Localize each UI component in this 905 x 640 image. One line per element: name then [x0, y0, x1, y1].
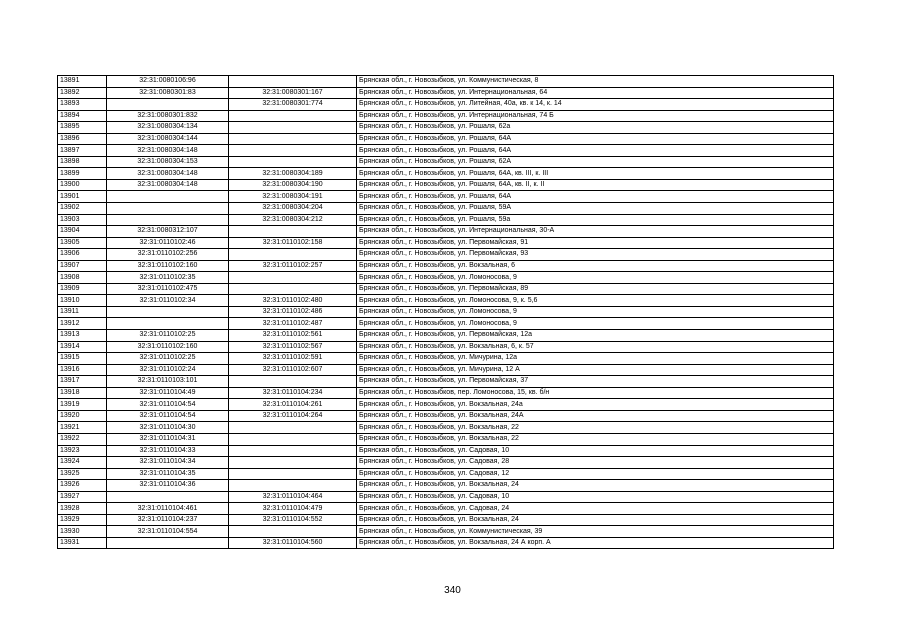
parcel-number-cell: 32:31:0080304:148	[107, 168, 229, 180]
parcel-number-cell: 32:31:0080304:148	[107, 145, 229, 157]
object-number-cell	[229, 133, 357, 145]
object-number-cell: 32:31:0080301:167	[229, 87, 357, 99]
row-number-cell: 13918	[58, 387, 107, 399]
address-cell: Брянская обл., г. Новозыбков, ул. Садовая, 12	[357, 468, 834, 480]
table-row	[58, 226, 834, 238]
row-number-cell: 13894	[58, 110, 107, 122]
address-cell: Брянская обл., г. Новозыбков, ул. Садовая, 24	[357, 503, 834, 515]
address-cell: Брянская обл., г. Новозыбков, ул. Интернациональная, 74 Б	[357, 110, 834, 122]
object-number-cell: 32:31:0110102:257	[229, 260, 357, 272]
row-number-cell: 13910	[58, 295, 107, 307]
object-number-cell: 32:31:0110102:158	[229, 237, 357, 249]
address-cell: Брянская обл., г. Новозыбков, ул. Рошаля, 62А	[357, 156, 834, 168]
object-number-cell	[229, 445, 357, 457]
table-row	[58, 295, 834, 307]
table-row	[58, 537, 834, 549]
row-number-cell: 13900	[58, 179, 107, 191]
table-row	[58, 133, 834, 145]
object-number-cell	[229, 110, 357, 122]
table-row	[58, 76, 834, 88]
address-cell: Брянская обл., г. Новозыбков, ул. Рошаля, 59а	[357, 214, 834, 226]
row-number-cell: 13922	[58, 433, 107, 445]
parcel-number-cell: 32:31:0080106:96	[107, 76, 229, 88]
parcel-number-cell	[107, 191, 229, 203]
row-number-cell: 13908	[58, 272, 107, 284]
address-cell: Брянская обл., г. Новозыбков, ул. Вокзальная, 22	[357, 433, 834, 445]
address-cell: Брянская обл., г. Новозыбков, ул. Первомайская, 93	[357, 249, 834, 261]
address-cell: Брянская обл., г. Новозыбков, ул. Вокзальная, 24А	[357, 410, 834, 422]
row-number-cell: 13897	[58, 145, 107, 157]
parcel-number-cell	[107, 99, 229, 111]
parcel-number-cell: 32:31:0080301:83	[107, 87, 229, 99]
table-row	[58, 122, 834, 134]
row-number-cell: 13891	[58, 76, 107, 88]
row-number-cell: 13903	[58, 214, 107, 226]
address-cell: Брянская обл., г. Новозыбков, ул. Ломоносова, 9	[357, 318, 834, 330]
parcel-number-cell: 32:31:0110102:35	[107, 272, 229, 284]
row-number-cell: 13893	[58, 99, 107, 111]
row-number-cell: 13909	[58, 283, 107, 295]
table-row	[58, 260, 834, 272]
object-number-cell: 32:31:0080304:190	[229, 179, 357, 191]
parcel-number-cell	[107, 537, 229, 549]
object-number-cell: 32:31:0110104:479	[229, 503, 357, 515]
row-number-cell: 13921	[58, 422, 107, 434]
object-number-cell: 32:31:0080304:189	[229, 168, 357, 180]
table-row	[58, 526, 834, 538]
table-row	[58, 283, 834, 295]
address-cell: Брянская обл., г. Новозыбков, ул. Мичурина, 12 А	[357, 364, 834, 376]
parcel-number-cell: 32:31:0110104:54	[107, 399, 229, 411]
object-number-cell: 32:31:0110104:552	[229, 514, 357, 526]
object-number-cell: 32:31:0110104:560	[229, 537, 357, 549]
object-number-cell: 32:31:0110104:261	[229, 399, 357, 411]
row-number-cell: 13929	[58, 514, 107, 526]
address-cell: Брянская обл., г. Новозыбков, ул. Интернациональная, 64	[357, 87, 834, 99]
table-row	[58, 156, 834, 168]
table-row	[58, 330, 834, 342]
table-row	[58, 445, 834, 457]
parcel-number-cell: 32:31:0080304:134	[107, 122, 229, 134]
object-number-cell	[229, 272, 357, 284]
page-number: 340	[444, 585, 461, 596]
object-number-cell	[229, 433, 357, 445]
parcel-number-cell: 32:31:0110104:49	[107, 387, 229, 399]
table-row	[58, 491, 834, 503]
object-number-cell: 32:31:0110102:567	[229, 341, 357, 353]
table-row	[58, 480, 834, 492]
table-row	[58, 87, 834, 99]
parcel-number-cell: 32:31:0110104:30	[107, 422, 229, 434]
row-number-cell: 13902	[58, 203, 107, 215]
table-row	[58, 514, 834, 526]
row-number-cell: 13920	[58, 410, 107, 422]
row-number-cell: 13925	[58, 468, 107, 480]
parcel-number-cell	[107, 318, 229, 330]
address-cell: Брянская обл., г. Новозыбков, ул. Коммунистическая, 39	[357, 526, 834, 538]
table-row	[58, 237, 834, 249]
address-cell: Брянская обл., г. Новозыбков, ул. Ломоносова, 9	[357, 306, 834, 318]
parcel-number-cell: 32:31:0110104:36	[107, 480, 229, 492]
parcel-number-cell	[107, 306, 229, 318]
parcel-number-cell: 32:31:0110102:24	[107, 364, 229, 376]
object-number-cell: 32:31:0110102:480	[229, 295, 357, 307]
row-number-cell: 13931	[58, 537, 107, 549]
address-cell: Брянская обл., г. Новозыбков, ул. Ломоносова, 9, к. 5,6	[357, 295, 834, 307]
table-row	[58, 99, 834, 111]
row-number-cell: 13924	[58, 457, 107, 469]
row-number-cell: 13928	[58, 503, 107, 515]
parcel-number-cell	[107, 491, 229, 503]
parcel-number-cell: 32:31:0110102:34	[107, 295, 229, 307]
parcel-number-cell: 32:31:0110104:31	[107, 433, 229, 445]
parcel-number-cell: 32:31:0110102:25	[107, 353, 229, 365]
object-number-cell	[229, 122, 357, 134]
table-row	[58, 145, 834, 157]
row-number-cell: 13895	[58, 122, 107, 134]
object-number-cell	[229, 249, 357, 261]
object-number-cell: 32:31:0110102:561	[229, 330, 357, 342]
row-number-cell: 13905	[58, 237, 107, 249]
parcel-number-cell: 32:31:0080312:107	[107, 226, 229, 238]
row-number-cell: 13915	[58, 353, 107, 365]
table-row	[58, 203, 834, 215]
address-cell: Брянская обл., г. Новозыбков, ул. Мичурина, 12а	[357, 353, 834, 365]
object-number-cell	[229, 156, 357, 168]
row-number-cell: 13911	[58, 306, 107, 318]
table-row	[58, 457, 834, 469]
address-cell: Брянская обл., г. Новозыбков, ул. Рошаля, 64А	[357, 191, 834, 203]
address-cell: Брянская обл., г. Новозыбков, ул. Вокзальная, 6	[357, 260, 834, 272]
address-cell: Брянская обл., г. Новозыбков, ул. Садовая, 28	[357, 457, 834, 469]
address-cell: Брянская обл., г. Новозыбков, ул. Первомайская, 89	[357, 283, 834, 295]
address-cell: Брянская обл., г. Новозыбков, ул. Рошаля, 64А	[357, 145, 834, 157]
object-number-cell: 32:31:0080301:774	[229, 99, 357, 111]
row-number-cell: 13901	[58, 191, 107, 203]
address-cell: Брянская обл., г. Новозыбков, ул. Коммунистическая, 8	[357, 76, 834, 88]
address-cell: Брянская обл., г. Новозыбков, ул. Садовая, 10	[357, 491, 834, 503]
table-body	[58, 76, 834, 549]
table-row	[58, 503, 834, 515]
object-number-cell	[229, 376, 357, 388]
parcel-number-cell: 32:31:0110104:461	[107, 503, 229, 515]
row-number-cell: 13892	[58, 87, 107, 99]
row-number-cell: 13926	[58, 480, 107, 492]
parcel-number-cell: 32:31:0110104:35	[107, 468, 229, 480]
parcel-number-cell: 32:31:0110103:101	[107, 376, 229, 388]
row-number-cell: 13917	[58, 376, 107, 388]
table-row	[58, 364, 834, 376]
parcel-number-cell	[107, 214, 229, 226]
table-row	[58, 410, 834, 422]
table-row	[58, 387, 834, 399]
address-cell: Брянская обл., г. Новозыбков, ул. Ломоносова, 9	[357, 272, 834, 284]
address-cell: Брянская обл., г. Новозыбков, ул. Вокзальная, 24	[357, 514, 834, 526]
address-cell: Брянская обл., г. Новозыбков, ул. Рошаля, 64А, кв. III, к. III	[357, 168, 834, 180]
object-number-cell: 32:31:0110102:591	[229, 353, 357, 365]
table-row	[58, 318, 834, 330]
address-cell: Брянская обл., г. Новозыбков, ул. Рошаля, 64А, кв. II, к. II	[357, 179, 834, 191]
row-number-cell: 13913	[58, 330, 107, 342]
address-cell: Брянская обл., г. Новозыбков, ул. Садовая, 10	[357, 445, 834, 457]
address-cell: Брянская обл., г. Новозыбков, ул. Первомайская, 37	[357, 376, 834, 388]
object-number-cell: 32:31:0080304:191	[229, 191, 357, 203]
address-cell: Брянская обл., г. Новозыбков, ул. Литейная, 40а, кв. к 14, к. 14	[357, 99, 834, 111]
row-number-cell: 13907	[58, 260, 107, 272]
table-row	[58, 179, 834, 191]
table-row	[58, 422, 834, 434]
object-number-cell: 32:31:0110102:486	[229, 306, 357, 318]
address-cell: Брянская обл., г. Новозыбков, пер. Ломоносова, 15, кв. б/н	[357, 387, 834, 399]
parcel-number-cell: 32:31:0110102:475	[107, 283, 229, 295]
table-row	[58, 306, 834, 318]
address-cell: Брянская обл., г. Новозыбков, ул. Вокзальная, 6, к. 57	[357, 341, 834, 353]
address-cell: Брянская обл., г. Новозыбков, ул. Вокзальная, 24а	[357, 399, 834, 411]
object-number-cell	[229, 457, 357, 469]
parcel-number-cell: 32:31:0110102:256	[107, 249, 229, 261]
parcel-number-cell: 32:31:0110104:54	[107, 410, 229, 422]
table-row	[58, 353, 834, 365]
parcel-number-cell: 32:31:0110102:160	[107, 341, 229, 353]
parcel-number-cell: 32:31:0110104:33	[107, 445, 229, 457]
object-number-cell	[229, 468, 357, 480]
parcel-number-cell	[107, 203, 229, 215]
parcel-number-cell: 32:31:0080304:148	[107, 179, 229, 191]
table-row	[58, 272, 834, 284]
object-number-cell: 32:31:0110104:464	[229, 491, 357, 503]
table-row	[58, 399, 834, 411]
row-number-cell: 13927	[58, 491, 107, 503]
row-number-cell: 13912	[58, 318, 107, 330]
table-row	[58, 168, 834, 180]
table-row	[58, 249, 834, 261]
address-cell: Брянская обл., г. Новозыбков, ул. Вокзальная, 22	[357, 422, 834, 434]
table-row	[58, 376, 834, 388]
object-number-cell: 32:31:0110102:487	[229, 318, 357, 330]
parcel-number-cell: 32:31:0080301:832	[107, 110, 229, 122]
object-number-cell: 32:31:0080304:212	[229, 214, 357, 226]
table-row	[58, 110, 834, 122]
object-number-cell	[229, 226, 357, 238]
row-number-cell: 13919	[58, 399, 107, 411]
table-row	[58, 214, 834, 226]
row-number-cell: 13916	[58, 364, 107, 376]
parcel-number-cell: 32:31:0110104:237	[107, 514, 229, 526]
row-number-cell: 13898	[58, 156, 107, 168]
cadastral-table	[57, 75, 834, 549]
object-number-cell	[229, 422, 357, 434]
address-cell: Брянская обл., г. Новозыбков, ул. Вокзальная, 24 А корп. А	[357, 537, 834, 549]
object-number-cell: 32:31:0110102:607	[229, 364, 357, 376]
address-cell: Брянская обл., г. Новозыбков, ул. Интернациональная, 30-А	[357, 226, 834, 238]
parcel-number-cell: 32:31:0110104:554	[107, 526, 229, 538]
object-number-cell	[229, 283, 357, 295]
address-cell: Брянская обл., г. Новозыбков, ул. Вокзальная, 24	[357, 480, 834, 492]
parcel-number-cell: 32:31:0110102:160	[107, 260, 229, 272]
row-number-cell: 13923	[58, 445, 107, 457]
object-number-cell: 32:31:0080304:204	[229, 203, 357, 215]
table-row	[58, 341, 834, 353]
table-row	[58, 468, 834, 480]
parcel-number-cell: 32:31:0110102:46	[107, 237, 229, 249]
table-row	[58, 191, 834, 203]
parcel-number-cell: 32:31:0080304:144	[107, 133, 229, 145]
parcel-number-cell: 32:31:0080304:153	[107, 156, 229, 168]
row-number-cell: 13899	[58, 168, 107, 180]
address-cell: Брянская обл., г. Новозыбков, ул. Первомайская, 12а	[357, 330, 834, 342]
object-number-cell: 32:31:0110104:264	[229, 410, 357, 422]
address-cell: Брянская обл., г. Новозыбков, ул. Первомайская, 91	[357, 237, 834, 249]
address-cell: Брянская обл., г. Новозыбков, ул. Рошаля, 62а	[357, 122, 834, 134]
row-number-cell: 13906	[58, 249, 107, 261]
address-cell: Брянская обл., г. Новозыбков, ул. Рошаля, 64А	[357, 133, 834, 145]
address-cell: Брянская обл., г. Новозыбков, ул. Рошаля, 59А	[357, 203, 834, 215]
object-number-cell	[229, 76, 357, 88]
row-number-cell: 13930	[58, 526, 107, 538]
row-number-cell: 13896	[58, 133, 107, 145]
object-number-cell	[229, 145, 357, 157]
table-row	[58, 433, 834, 445]
object-number-cell	[229, 480, 357, 492]
parcel-number-cell: 32:31:0110102:25	[107, 330, 229, 342]
row-number-cell: 13904	[58, 226, 107, 238]
object-number-cell: 32:31:0110104:234	[229, 387, 357, 399]
object-number-cell	[229, 526, 357, 538]
parcel-number-cell: 32:31:0110104:34	[107, 457, 229, 469]
row-number-cell: 13914	[58, 341, 107, 353]
